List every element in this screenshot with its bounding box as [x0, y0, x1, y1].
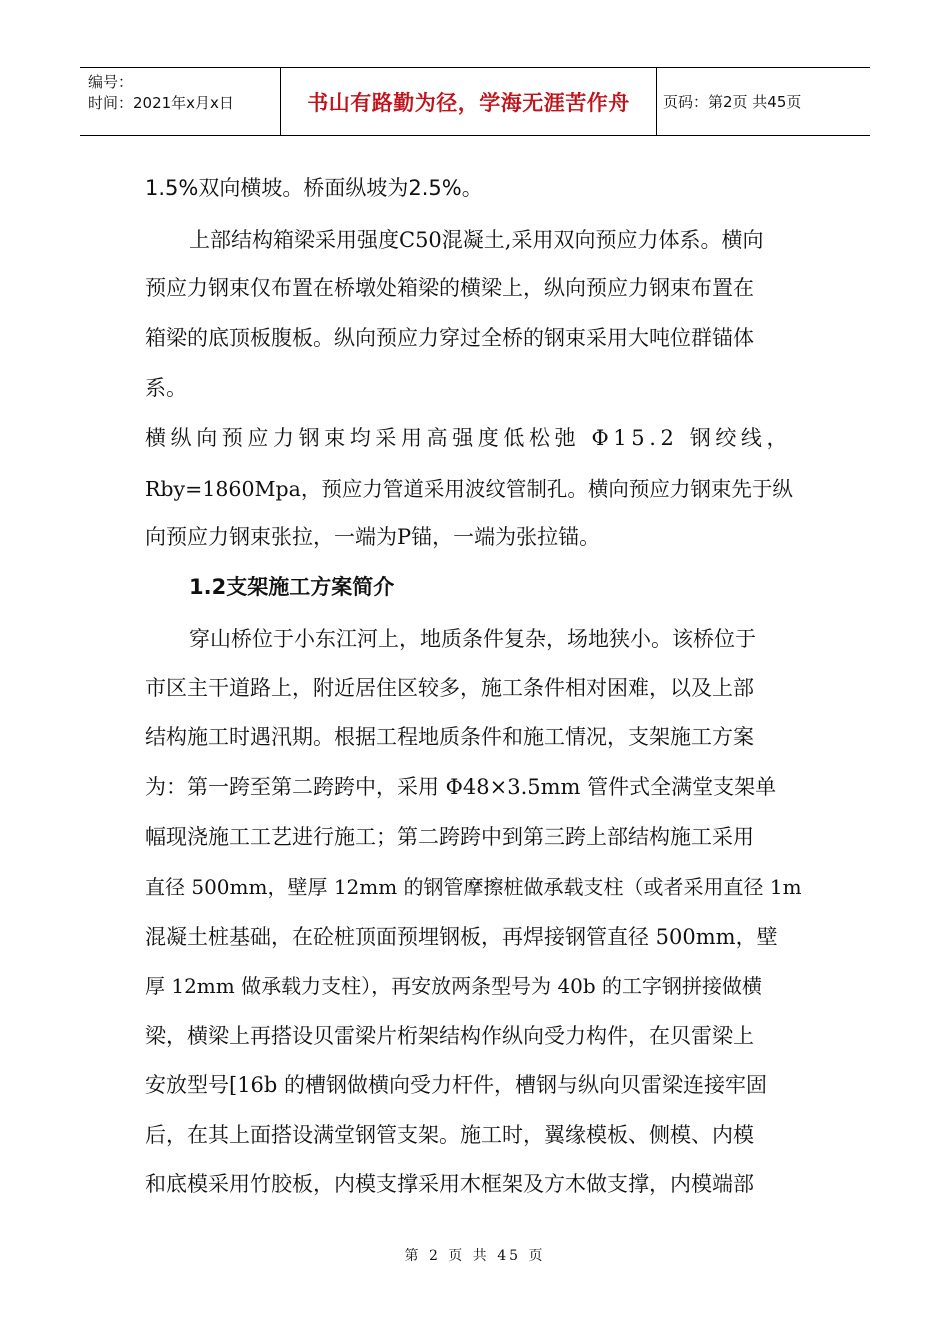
- paragraph-line: 和底模采用竹胶板，内模支撑采用木框架及方木做支撑，内模端部: [145, 1172, 754, 1196]
- paragraph-line: 上部结构箱梁采用强度C50混凝土,采用双向预应力体系。横向: [189, 228, 764, 252]
- paragraph-line: 厚 12mm 做承载力支柱），再安放两条型号为 40b 的工字钢拼接做横: [145, 974, 763, 998]
- paragraph-line: 向预应力钢束张拉，一端为P锚，一端为张拉锚。: [145, 525, 601, 549]
- paragraph-line: 1.5%双向横坡。桥面纵坡为2.5%。: [145, 176, 483, 200]
- document-number-label: 编号：: [88, 73, 134, 91]
- paragraph-line: 直径 500mm，壁厚 12mm 的钢管摩擦桩做承载支柱（或者采用直径 1m: [145, 875, 802, 899]
- paragraph-line: 市区主干道路上，附近居住区较多，施工条件相对困难，以及上部: [145, 676, 754, 700]
- header-page-info: 页码：第2页 共45页: [663, 93, 802, 111]
- paragraph-line: 横纵向预应力钢束均采用高强度低松弛 Φ15.2 钢绞线，: [145, 426, 793, 450]
- paragraph-line: 系。: [145, 376, 187, 400]
- header-motto: 书山有路勤为径，学海无涯苦作舟: [281, 68, 657, 135]
- document-date-label: 时间：2021年x月x日: [88, 94, 234, 112]
- paragraph-line: 穿山桥位于小东江河上，地质条件复杂，场地狭小。该桥位于: [189, 627, 756, 651]
- paragraph-line: Rby=1860Mpa，预应力管道采用波纹管制孔。横向预应力钢束先于纵: [145, 477, 793, 501]
- section-heading: 1.2支架施工方案简介: [189, 575, 395, 599]
- paragraph-line: 后，在其上面搭设满堂钢管支架。施工时，翼缘模板、侧模、内模: [145, 1123, 754, 1147]
- paragraph-line: 梁，横梁上再搭设贝雷梁片桁架结构作纵向受力构件，在贝雷梁上: [145, 1024, 754, 1048]
- paragraph-line: 安放型号[16b 的槽钢做横向受力杆件，槽钢与纵向贝雷梁连接牢固: [145, 1073, 768, 1097]
- paragraph-line: 幅现浇施工工艺进行施工；第二跨跨中到第三跨上部结构施工采用: [145, 825, 754, 849]
- page-footer: 第 2 页 共 45 页: [404, 1248, 546, 1264]
- paragraph-line: 预应力钢束仅布置在桥墩处箱梁的横梁上，纵向预应力钢束布置在: [145, 276, 754, 300]
- paragraph-line: 结构施工时遇汛期。根据工程地质条件和施工情况，支架施工方案: [145, 725, 754, 749]
- document-header: [80, 67, 870, 136]
- paragraph-line: 箱梁的底顶板腹板。纵向预应力穿过全桥的钢束采用大吨位群锚体: [145, 326, 754, 350]
- paragraph-line: 混凝土桩基础，在砼桩顶面预埋钢板，再焊接钢管直径 500mm，壁: [145, 925, 778, 949]
- paragraph-line: 为：第一跨至第二跨跨中，采用 Φ48×3.5mm 管件式全满堂支架单: [145, 775, 777, 799]
- header-meta-cell: [80, 68, 281, 135]
